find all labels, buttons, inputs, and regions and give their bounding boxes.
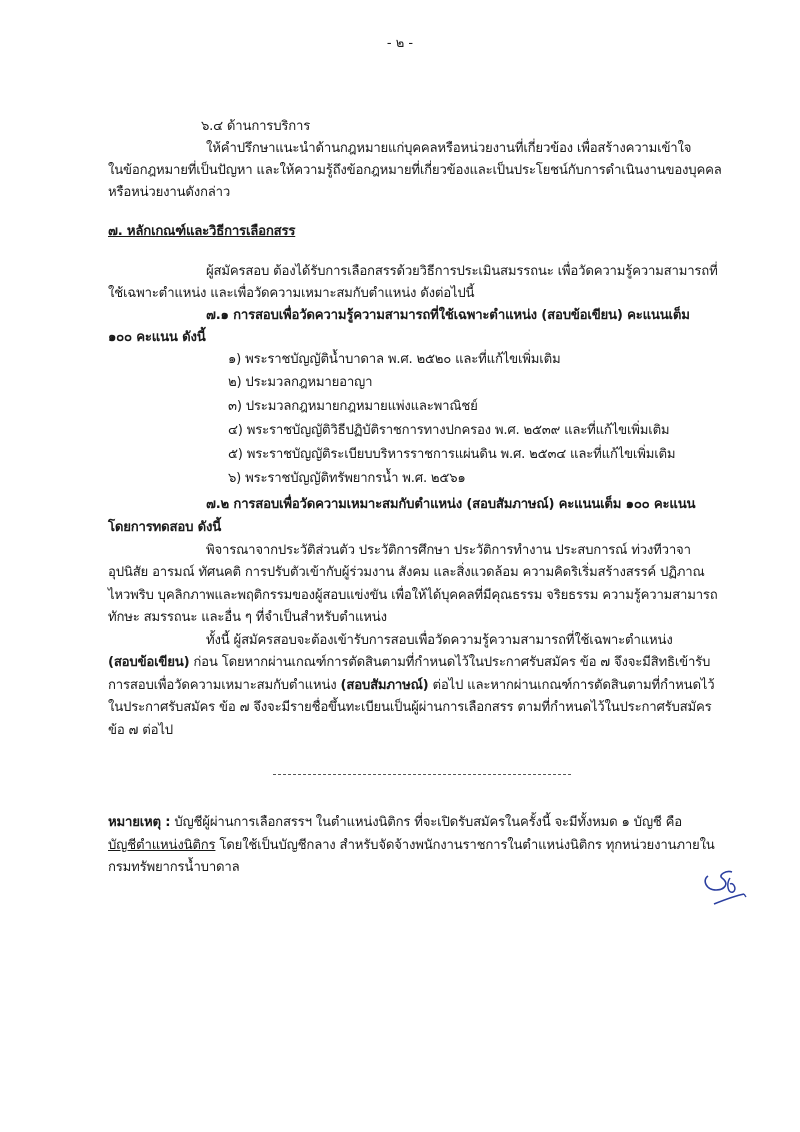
exam-subject-6: ๖) พระราชบัญญัติทรัพยากรน้ำ พ.ศ. ๒๕๖๑ (228, 471, 466, 486)
section-6-4-line-1: ให้คำปรึกษาแนะนำด้านกฎหมายแก่บุคคลหรือหน่วยงานที่เกี่ยวข้อง เพื่อสร้างความเข้าใจ (206, 141, 692, 156)
section-7-1-heading: ๗.๑ การสอบเพื่อวัดความรู้ความสามารถที่ใช้เฉพาะตำแหน่ง (สอบข้อเขียน) คะแนนเต็ม (206, 308, 690, 323)
section-7-intro-line-2: ใช้เฉพาะตำแหน่ง และเพื่อวัดความเหมาะสมกับตำแหน่ง ดังต่อไปนี้ (108, 286, 475, 301)
written-exam-label: (สอบข้อเขียน) (108, 655, 190, 670)
closing-line-2 (108, 653, 710, 673)
note-line-2-text: โดยใช้เป็นบัญชีกลาง สำหรับจัดจ้างพนักงานราชการในตำแหน่งนิติกร ทุกหน่วยงานภายใน (215, 838, 715, 853)
section-7-2-body-2: อุปนิสัย อารมณ์ ทัศนคติ การปรับตัวเข้ากับผู้ร่วมงาน สังคม และสิ่งแวดล้อม ความคิดริเริ่มสร้างสรรค์ ปฏิภาณ (108, 565, 705, 580)
closing-line-1: ทั้งนี้ ผู้สมัครสอบจะต้องเข้ารับการสอบเพื่อวัดความรู้ความสามารถที่ใช้เฉพาะตำแหน่ง (206, 633, 673, 648)
section-7-2-body-1: พิจารณาจากประวัติส่วนตัว ประวัติการศึกษา ประวัติการทำงาน ประสบการณ์ ท่วงทีวาจา (206, 543, 691, 558)
section-7-2-body-3: ไหวพริบ บุคลิกภาพและพฤติกรรมของผู้สอบแข่งขัน เพื่อให้ได้บุคคลที่มีคุณธรรม จริยธรรม ความรู้ความสามารถ (108, 588, 718, 603)
section-7-heading: ๗. หลักเกณฑ์และวิธีการเลือกสรร (108, 224, 296, 239)
section-6-4-heading: ๖.๔ ด้านการบริการ (201, 119, 311, 134)
section-6-4-line-2: ในข้อกฎหมายที่เป็นปัญหา และให้ความรู้ถึงข้อกฎหมายที่เกี่ยวข้องและเป็นประโยชน์กับการดำเนินงานของบุคคล (108, 163, 722, 178)
closing-line-3-text-b: ต่อไป และหากผ่านเกณฑ์การตัดสินตามที่กำหนดไว้ (428, 678, 715, 693)
note-line-2 (108, 836, 715, 856)
closing-line-3 (108, 676, 714, 696)
page-number: - ๒ - (386, 36, 414, 51)
closing-line-3-text-a: การสอบเพื่อวัดความเหมาะสมกับตำแหน่ง (108, 678, 341, 693)
dashed-separator (273, 774, 571, 775)
section-7-1-heading-cont: ๑๐๐ คะแนน ดังนี้ (108, 330, 206, 345)
note-label: หมายเหตุ : (108, 815, 171, 830)
closing-line-4: ในประกาศรับสมัคร ข้อ ๗ จึงจะมีรายชื่อขึ้นทะเบียนเป็นผู้ผ่านการเลือกสรร ตามที่กำหนดไว้ในประกาศรับสมัคร (108, 700, 712, 715)
closing-line-5: ข้อ ๗ ต่อไป (108, 723, 173, 738)
exam-subject-2: ๒) ประมวลกฎหมายอาญา (228, 375, 373, 390)
section-7-intro-line-1: ผู้สมัครสอบ ต้องได้รับการเลือกสรรด้วยวิธีการประเมินสมรรถนะ เพื่อวัดความรู้ความสามารถที่ (206, 264, 718, 279)
legal-officer-account-label: บัญชีตำแหน่งนิติกร (108, 838, 216, 853)
exam-subject-3: ๓) ประมวลกฎหมายกฎหมายแพ่งและพาณิชย์ (228, 399, 478, 414)
signature-icon (700, 866, 750, 908)
exam-subject-1: ๑) พระราชบัญญัติน้ำบาดาล พ.ศ. ๒๕๒๐ และที่แก้ไขเพิ่มเติม (228, 352, 561, 367)
section-7-2-body-4: ทักษะ สมรรถนะ และอื่น ๆ ที่จำเป็นสำหรับตำแหน่ง (108, 610, 387, 625)
exam-subject-5: ๕) พระราชบัญญัติระเบียบบริหารราชการแผ่นดิน พ.ศ. ๒๕๓๔ และที่แก้ไขเพิ่มเติม (228, 447, 676, 462)
exam-subject-4: ๔) พระราชบัญญัติวิธีปฏิบัติราชการทางปกครอง พ.ศ. ๒๕๓๙ และที่แก้ไขเพิ่มเติม (228, 423, 670, 438)
closing-line-2-text: ก่อน โดยหากผ่านเกณฑ์การตัดสินตามที่กำหนดไว้ในประกาศรับสมัคร ข้อ ๗ จึงจะมีสิทธิเข้ารับ (189, 655, 711, 670)
section-7-2-heading: ๗.๒ การสอบเพื่อวัดความเหมาะสมกับตำแหน่ง (สอบสัมภาษณ์) คะแนนเต็ม ๑๐๐ คะแนน (206, 497, 696, 512)
section-7-2-heading-cont: โดยการทดสอบ ดังนี้ (108, 520, 222, 535)
section-6-4-line-3: หรือหน่วยงานดังกล่าว (108, 185, 231, 200)
note-line-1 (108, 813, 682, 833)
note-line-3: กรมทรัพยากรน้ำบาดาล (108, 860, 240, 875)
signature-initials (700, 866, 750, 912)
interview-label: (สอบสัมภาษณ์) (340, 678, 429, 693)
note-line-1-text: บัญชีผู้ผ่านการเลือกสรรฯ ในตำแหน่งนิติกร ที่จะเปิดรับสมัครในครั้งนี้ จะมีทั้งหมด ๑ บัญชี คือ (170, 815, 682, 830)
